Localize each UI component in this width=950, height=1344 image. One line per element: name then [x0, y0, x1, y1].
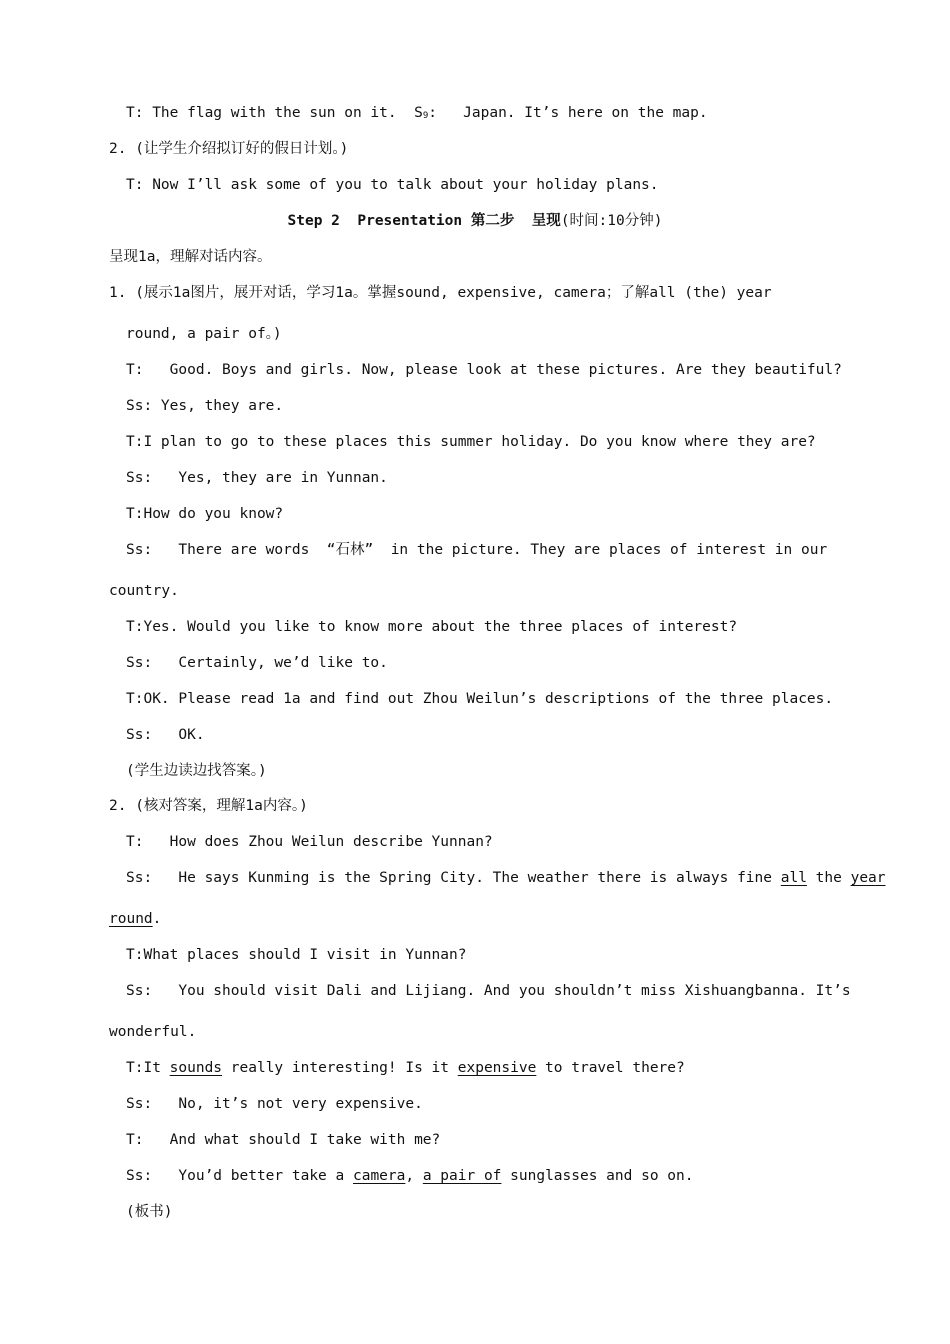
stage-direction: (板书) [126, 1204, 173, 1220]
dialogue-line: T: Good. Boys and girls. Now, please look at these pictures. Are they beautiful? [126, 362, 842, 378]
dialogue-line: Ss: Certainly, we’d like to. [126, 655, 388, 671]
dialogue-line: Ss: You should visit Dali and Lijiang. And you shouldn’t miss Xishuangbanna. It’s [126, 983, 851, 999]
text: , [405, 1168, 423, 1184]
text: T: The flag with the sun on it. S [126, 105, 423, 121]
text: . [152, 911, 162, 927]
dialogue-line: T:What places should I visit in Yunnan? [126, 947, 467, 963]
text: T:It [126, 1060, 170, 1076]
item-2-heading: 2. (让学生介绍拟订好的假日计划。) [109, 141, 349, 157]
text: : Japan. It’s here on the map. [428, 105, 708, 121]
subscript: 9 [422, 111, 429, 121]
dialogue-line [126, 1166, 950, 1186]
dialogue-line: T: And what should I take with me? [126, 1132, 441, 1148]
step-2-heading [0, 211, 950, 231]
underlined-word: all [780, 870, 807, 886]
text: Ss: You’d better take a [126, 1168, 353, 1184]
dialogue-line: Ss: OK. [126, 727, 205, 743]
underlined-word: expensive [457, 1060, 537, 1076]
text: sunglasses and so on. [501, 1168, 694, 1184]
dialogue-line: Ss: No, it’s not very expensive. [126, 1096, 423, 1112]
underlined-word: round [109, 911, 153, 927]
dialogue-line-cont [109, 909, 950, 929]
dialogue-line: Ss: Yes, they are in Yunnan. [126, 470, 388, 486]
item-1-heading: 1. (展示1a图片，展开对话，学习1a。掌握sound, expensive, camera；了解all (the) year [109, 285, 772, 301]
dialogue-line: T:OK. Please read 1a and find out Zhou Weilun’s descriptions of the three places. [126, 691, 834, 707]
dialogue-line [126, 1058, 950, 1078]
step-title: Step 2 Presentation 第二步 呈现 [287, 213, 561, 229]
dialogue-line-cont: country. [109, 583, 179, 599]
text: the [806, 870, 851, 886]
dialogue-line: Ss: There are words “石林” in the picture. They are places of interest in our [126, 542, 828, 558]
text: really interesting! Is it [222, 1060, 458, 1076]
text: to travel there? [536, 1060, 685, 1076]
section-intro: 呈现1a，理解对话内容。 [109, 249, 272, 265]
underlined-word: a pair of [422, 1168, 502, 1184]
line-flag-japan [126, 103, 950, 126]
dialogue-line: T: How does Zhou Weilun describe Yunnan? [126, 834, 493, 850]
text: Ss: He says Kunming is the Spring City. The weather there is always fine [126, 870, 781, 886]
dialogue-line: Ss: Yes, they are. [126, 398, 284, 414]
item-2b-heading: 2. (核对答案，理解1a内容。) [109, 798, 308, 814]
dialogue-line: T:Yes. Would you like to know more about the three places of interest? [126, 619, 738, 635]
underlined-word: year [850, 870, 886, 886]
underlined-word: sounds [169, 1060, 223, 1076]
line-holiday-plans: T: Now I’ll ask some of you to talk about your holiday plans. [126, 177, 659, 193]
dialogue-line [126, 868, 950, 888]
step-time: (时间:10分钟) [560, 213, 663, 229]
item-1-heading-cont: round, a pair of。) [126, 326, 282, 342]
underlined-word: camera [352, 1168, 406, 1184]
dialogue-line: T:How do you know? [126, 506, 284, 522]
stage-direction: (学生边读边找答案。) [126, 763, 267, 779]
dialogue-line: T:I plan to go to these places this summer holiday. Do you know where they are? [126, 434, 816, 450]
dialogue-line-cont: wonderful. [109, 1024, 197, 1040]
